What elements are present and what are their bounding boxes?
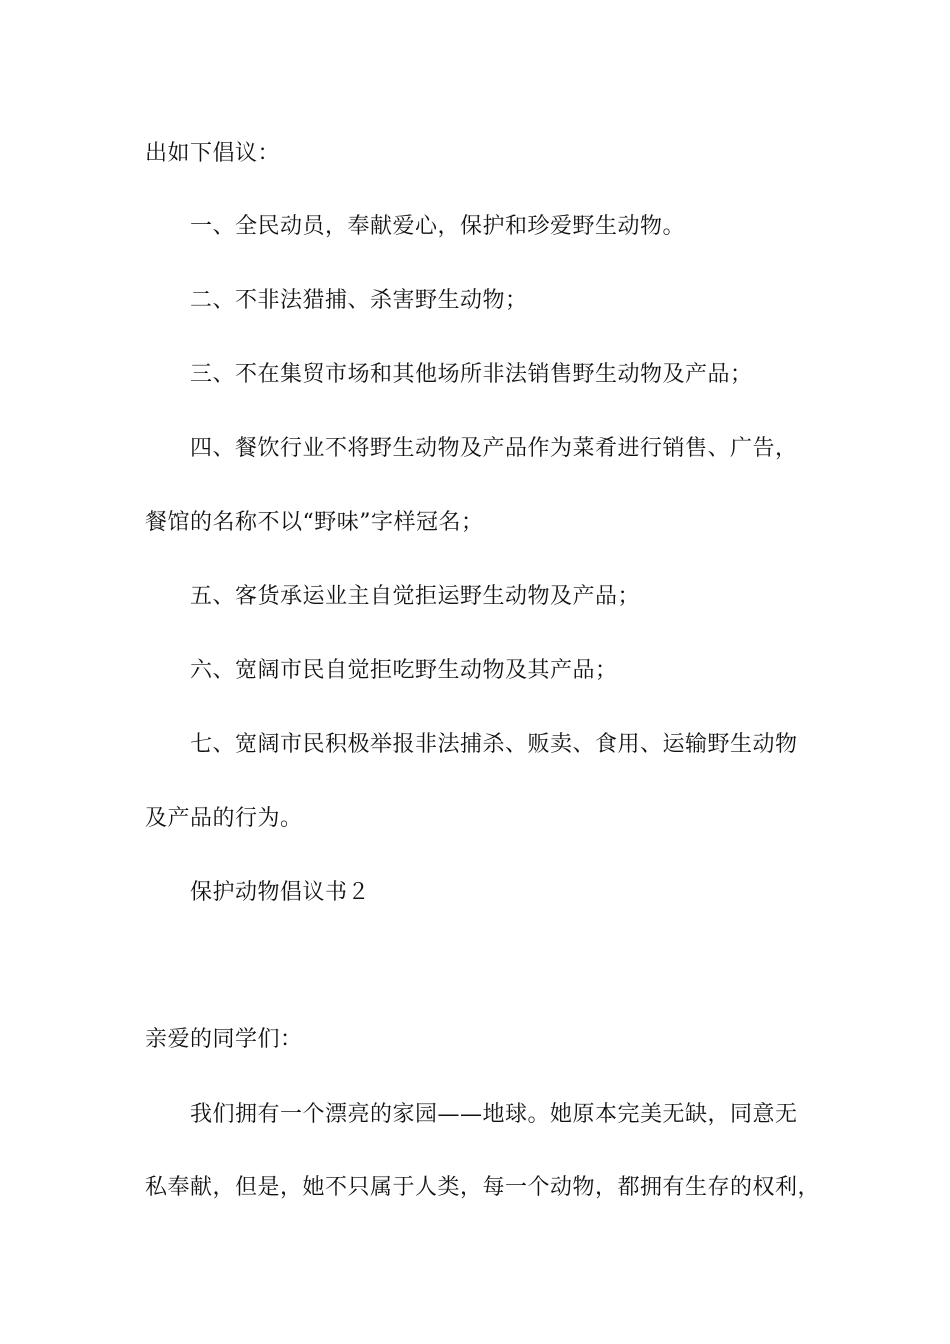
proposal-item-4-continued: 餐馆的名称不以“野味”字样冠名； [145, 510, 484, 535]
proposal-item-7: 七、宽阔市民积极举报非法捕杀、贩卖、食用、运输野生动物 [190, 732, 798, 757]
proposal-item-5: 五、客货承运业主自觉拒运野生动物及产品； [190, 584, 641, 609]
proposal-item-3: 三、不在集贸市场和其他场所非法销售野生动物及产品； [190, 362, 753, 387]
body-paragraph-line-2: 私奉献，但是，她不只属于人类，每一个动物，都拥有生存的权利， [145, 1175, 821, 1200]
proposal-item-2: 二、不非法猎捕、杀害野生动物； [190, 288, 528, 313]
paragraph-line-intro: 出如下倡议： [145, 141, 281, 166]
section-heading: 保护动物倡议书２ [190, 880, 371, 905]
proposal-item-4: 四、餐饮行业不将野生动物及产品作为菜肴进行销售、广告， [190, 436, 798, 461]
proposal-item-7-continued: 及产品的行为。 [145, 806, 303, 831]
body-paragraph-line-1: 我们拥有一个漂亮的家园——地球。她原本完美无缺，同意无 [190, 1102, 798, 1127]
proposal-item-6: 六、宽阔市民自觉拒吃野生动物及其产品； [190, 658, 618, 683]
proposal-item-1: 一、全民动员，奉献爱心，保护和珍爱野生动物。 [190, 214, 686, 239]
salutation: 亲爱的同学们： [145, 1027, 303, 1052]
